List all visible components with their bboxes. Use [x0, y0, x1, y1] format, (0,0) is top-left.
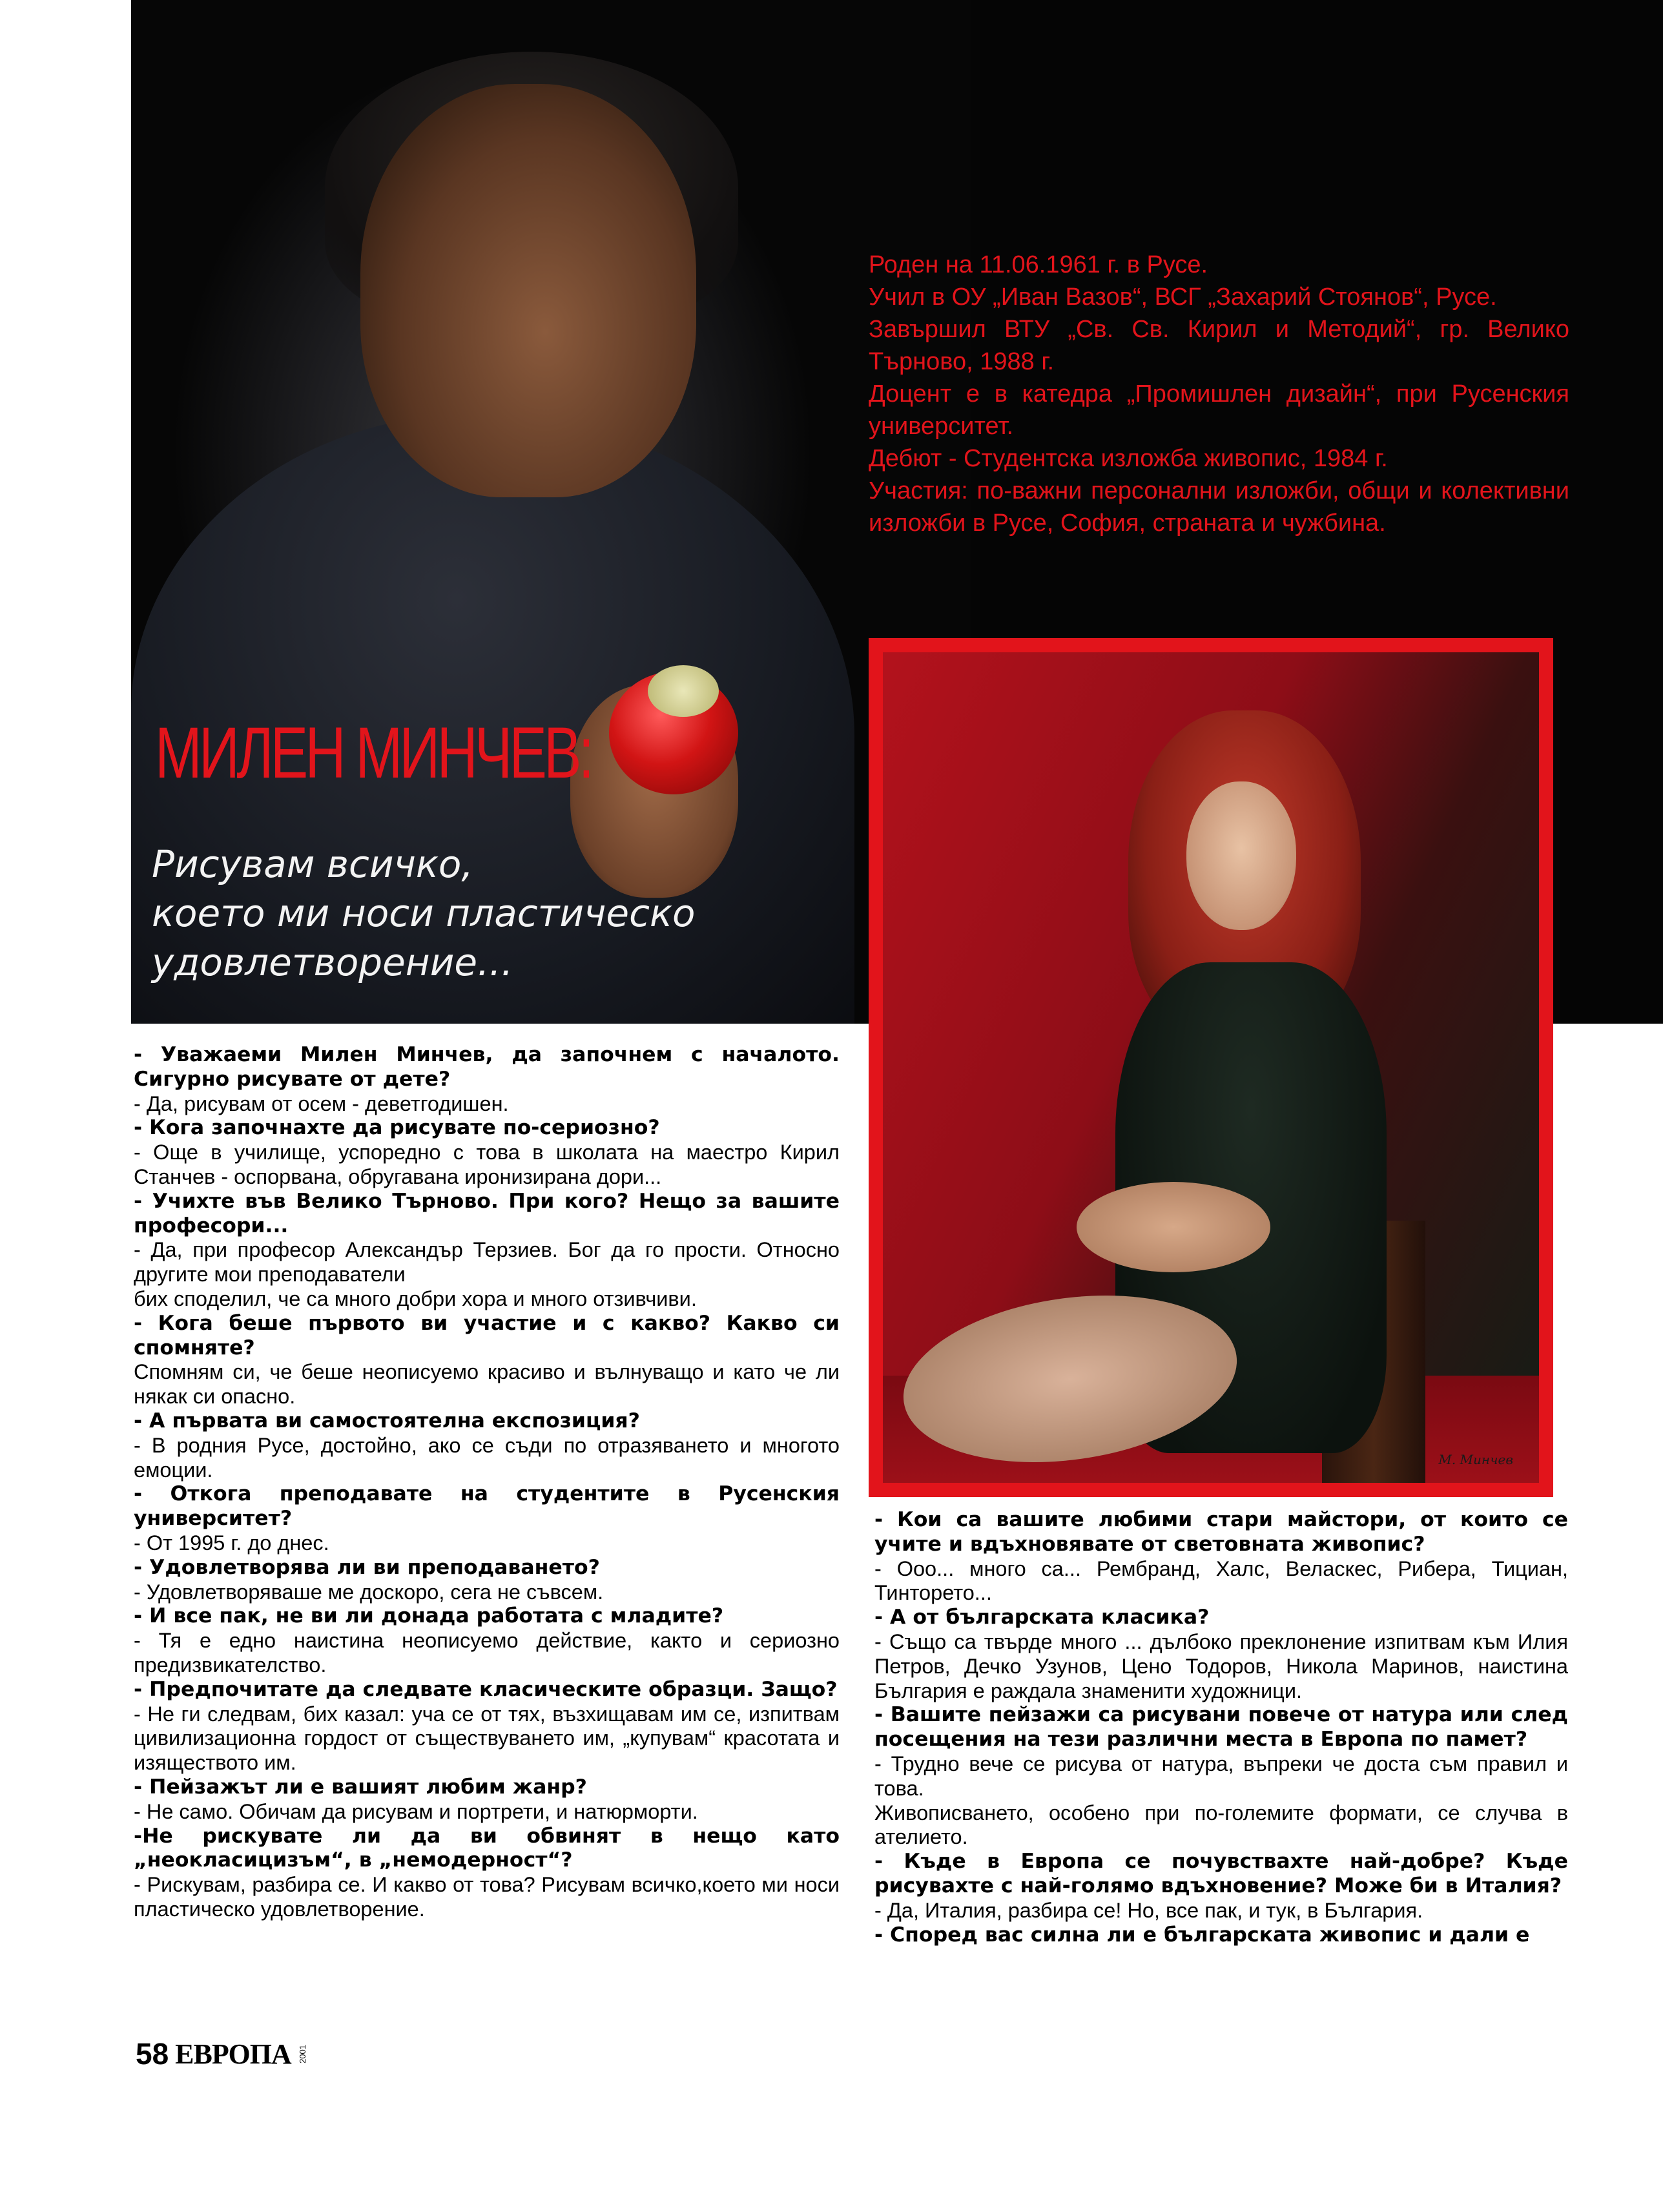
interview-question: - Откога преподавате на студентите в Русенския университет? [134, 1482, 840, 1531]
magazine-logo-suffix: 2001 [297, 2044, 307, 2063]
interview-answer: - Да, Италия, разбира се! Но, все пак, и тук, в България. [874, 1898, 1423, 1922]
bio-line: Доцент е в катедра „Промишлен дизайн“, при Русенския университет. [869, 380, 1569, 440]
artist-name-title: МИЛЕН МИНЧЕВ: [155, 712, 592, 793]
interview-question: - Кога беше първото ви участие и с какво? Какво си спомняте? [134, 1311, 840, 1359]
magazine-logo: ЕВРОПА [175, 2038, 291, 2070]
bio-line: Роден на 11.06.1961 г. в Русе. [869, 251, 1208, 278]
interview-answer: Спомням си, че беше неописуемо красиво и вълнуващо и като че ли някак си опасно. [134, 1360, 840, 1409]
subtitle-line: Рисувам всичко, [152, 842, 473, 886]
interview-answer: - Ооо... много са... Рембранд, Халс, Веласкес, Рибера, Тициан, Тинторето... [874, 1556, 1568, 1605]
painting-woman-arm [1077, 1182, 1270, 1272]
painting-frame [869, 638, 1553, 1497]
portrait-head [360, 84, 696, 497]
bio-line: Участия: по-важни персонални изложби, общи и колективни изложби в Русе, София, страната и чужбина. [869, 477, 1569, 537]
interview-answer: бих споделил, че са много добри хора и много отзивчиви. [134, 1287, 697, 1310]
bio-line: Завършил ВТУ „Св. Св. Кирил и Методий“, гр. Велико Търново, 1988 г. [869, 316, 1569, 375]
page-footer [136, 2038, 307, 2070]
interview-question: - И все пак, не ви ли донада работата с младите? [134, 1604, 724, 1628]
interview-question: - Предпочитате да следвате класическите образци. Защо? [134, 1677, 838, 1701]
interview-answer: - Да, рисувам от осем - деветгодишен. [134, 1091, 509, 1115]
subtitle-line: удовлетворение... [152, 940, 513, 984]
interview-answer: - От 1995 г. до днес. [134, 1531, 329, 1555]
interview-question: - Удовлетворява ли ви преподаването? [134, 1555, 600, 1579]
artist-bio [869, 249, 1569, 539]
interview-answer: - Тя е едно наистина неописуемо действие, както и сериозно предизвикателство. [134, 1629, 840, 1677]
interview-answer: - Не ги следвам, бих казал: уча се от тях, възхищавам им се, изпитвам цивилизационна гордост от съществуването им, „купувам“ красотата и изяществото им. [134, 1702, 840, 1775]
interview-question: - А първата ви самостоятелна експозиция? [134, 1409, 640, 1432]
painting-image [883, 652, 1539, 1483]
interview-answer: - Да, при професор Александър Терзиев. Бог да го прости. Относно другите мои преподаватели [134, 1238, 840, 1287]
interview-answer: Живописването, особено при по-големите формати, се случва в ателието. [874, 1801, 1568, 1849]
painting-woman-face [1186, 781, 1296, 930]
interview-question: - Учихте във Велико Търново. При кого? Нещо за вашите професори... [134, 1189, 840, 1237]
interview-question: - Пейзажът ли е вашият любим жанр? [134, 1775, 587, 1799]
interview-question: - Кога започнахте да рисувате по-сериозно? [134, 1116, 660, 1140]
bio-line: Учил в ОУ „Иван Вазов“, ВСГ „Захарий Стоянов“, Русе. [869, 284, 1497, 311]
apple-bite [648, 665, 719, 717]
interview-answer: - Рискувам, разбира се. И какво от това? Рисувам всичко,което ми носи пластическо удовлетворение. [134, 1873, 840, 1921]
interview-answer: - В родния Русе, достойно, ако се съди по отразяването и многото емоции. [134, 1433, 840, 1482]
interview-question: - Къде в Европа се почувствахте най-добре? Къде рисувахте с най-голямо вдъхновение? Може би в Италия? [874, 1850, 1568, 1897]
interview-question: - Вашите пейзажи са рисувани повече от натура или след посещения на тези различни места в Европа по памет? [874, 1703, 1568, 1752]
subtitle-line: което ми носи пластическо [152, 891, 696, 935]
interview-question: - А от българската класика? [874, 1606, 1210, 1629]
article-subtitle [152, 840, 862, 987]
interview-column-left [134, 1043, 840, 1922]
interview-answer: - Още в училище, успоредно с това в школата на маестро Кирил Станчев - оспорвана, обругавана иронизирана дори... [134, 1141, 840, 1188]
interview-question: - Уважаеми Милен Минчев, да започнем с началото. Сигурно рисувате от дете? [134, 1043, 840, 1091]
interview-question: - Според вас силна ли е българската живопис и дали е [874, 1923, 1530, 1947]
interview-question: - Кои са вашите любими стари майстори, от които се учите и вдъхновявате от световната живопис? [874, 1508, 1568, 1556]
interview-answer: - Трудно вече се рисува от натура, въпреки че доста съм правил и това. [874, 1752, 1568, 1800]
page-number: 58 [136, 2037, 169, 2071]
bio-line: Дебют - Студентска изложба живопис, 1984 г. [869, 445, 1388, 472]
interview-question: -Не рискувате ли да ви обвинят в нещо като „неокласицизъм“, в „немодерност“? [134, 1824, 840, 1872]
interview-answer: - Не само. Обичам да рисувам и портрети, и натюрморти. [134, 1799, 698, 1823]
interview-answer: - Също са твърде много ... дълбоко преклонение изпитвам към Илия Петров, Дечко Узунов, Цено Тодоров, Никола Маринов, наистина България е раждала знаменити художници. [874, 1629, 1568, 1702]
interview-column-right [874, 1508, 1568, 1947]
interview-answer: - Удовлетворяваше ме доскоро, сега не съвсем. [134, 1580, 604, 1604]
painting-signature: M. Минчев [1438, 1452, 1513, 1467]
